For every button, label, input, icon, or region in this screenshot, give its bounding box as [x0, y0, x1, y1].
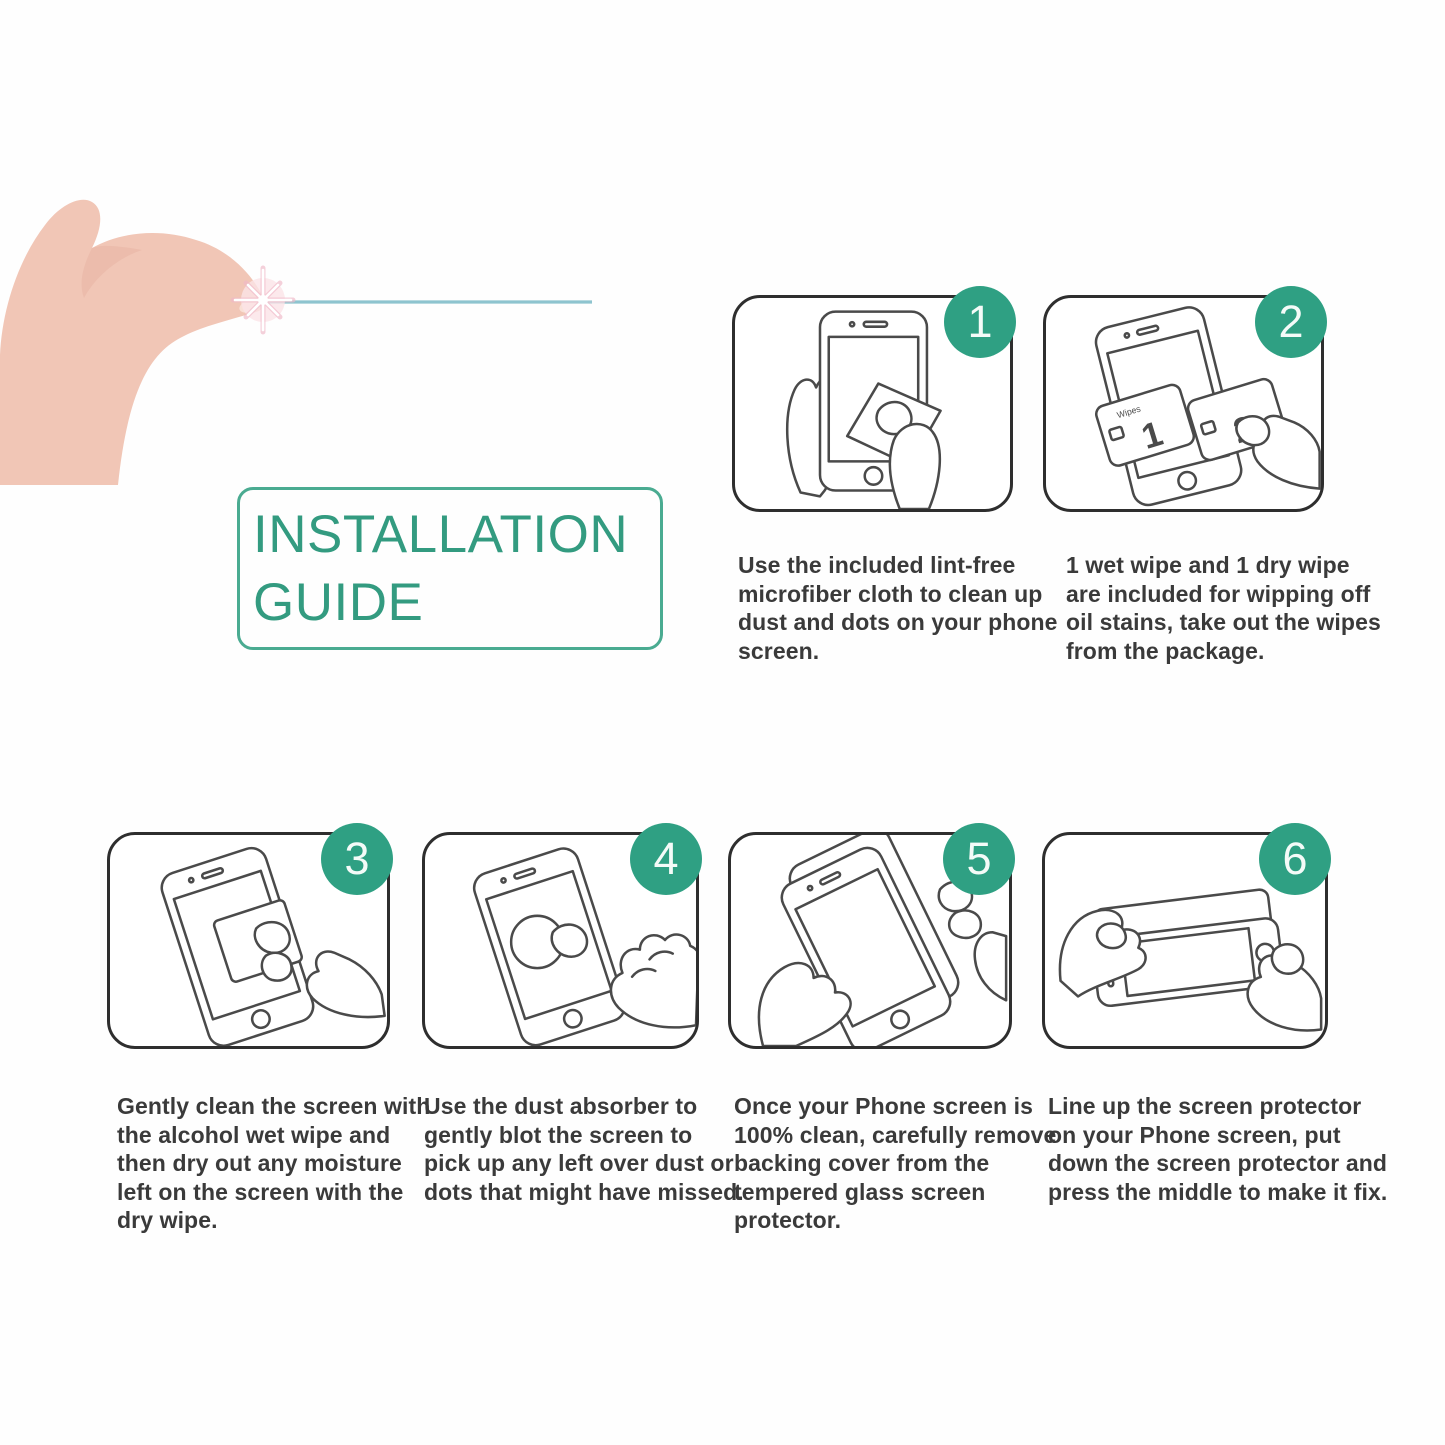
step-5-caption: Once your Phone screen is 100% clean, carefully remove backing cover from the tempered glass screen protector. — [734, 1093, 1057, 1234]
fist-hand — [611, 935, 696, 1028]
step-3-caption: Gently clean the screen with the alcohol wet wipe and then dry out any moisture left on the screen with the dry wipe. — [117, 1093, 431, 1234]
title-line-1: INSTALLATION — [253, 504, 629, 564]
step-4-box — [422, 832, 699, 1049]
thumb — [1236, 416, 1269, 445]
step-4-badge: 4 — [630, 823, 702, 895]
step-1-caption: Use the included lint-free microfiber cloth to clean up dust and dots on your phone screen. — [738, 552, 1058, 664]
step-2-caption: 1 wet wipe and 1 dry wipe are included for wipping off oil stains, take out the wipes from the package. — [1066, 552, 1381, 664]
step-6-badge: 6 — [1259, 823, 1331, 895]
finger — [255, 922, 290, 953]
finger — [552, 925, 587, 957]
wet-wipe-number: 1 — [1137, 413, 1168, 457]
step-1-box — [732, 295, 1013, 512]
step-5-badge: 5 — [943, 823, 1015, 895]
step-5-box — [728, 832, 1012, 1049]
step-2-box — [1043, 295, 1324, 512]
step-3-badge: 3 — [321, 823, 393, 895]
finger — [949, 910, 981, 937]
step-6-caption: Line up the screen protector on your Phone screen, put down the screen protector and press the middle to make it fix. — [1048, 1093, 1388, 1205]
right-hand — [307, 952, 385, 1018]
finger — [1097, 924, 1126, 949]
title-box — [237, 487, 663, 650]
right-hand — [890, 424, 940, 509]
step-1-badge: 1 — [944, 286, 1016, 358]
step-2-badge: 2 — [1255, 286, 1327, 358]
step-4-caption: Use the dust absorber to gently blot the screen to pick up any left over dust or dots that might have missed. — [424, 1093, 744, 1205]
title-line-2: GUIDE — [253, 572, 424, 632]
thumb — [1272, 944, 1303, 973]
right-hand — [975, 932, 1006, 1000]
step-6-box — [1042, 832, 1328, 1049]
thumb — [262, 953, 292, 981]
pinching-hand — [0, 200, 264, 485]
step-3-box — [107, 832, 390, 1049]
hand-holding-glass-photo — [0, 140, 645, 485]
wipe-brand-label: Wipes — [1115, 403, 1142, 421]
